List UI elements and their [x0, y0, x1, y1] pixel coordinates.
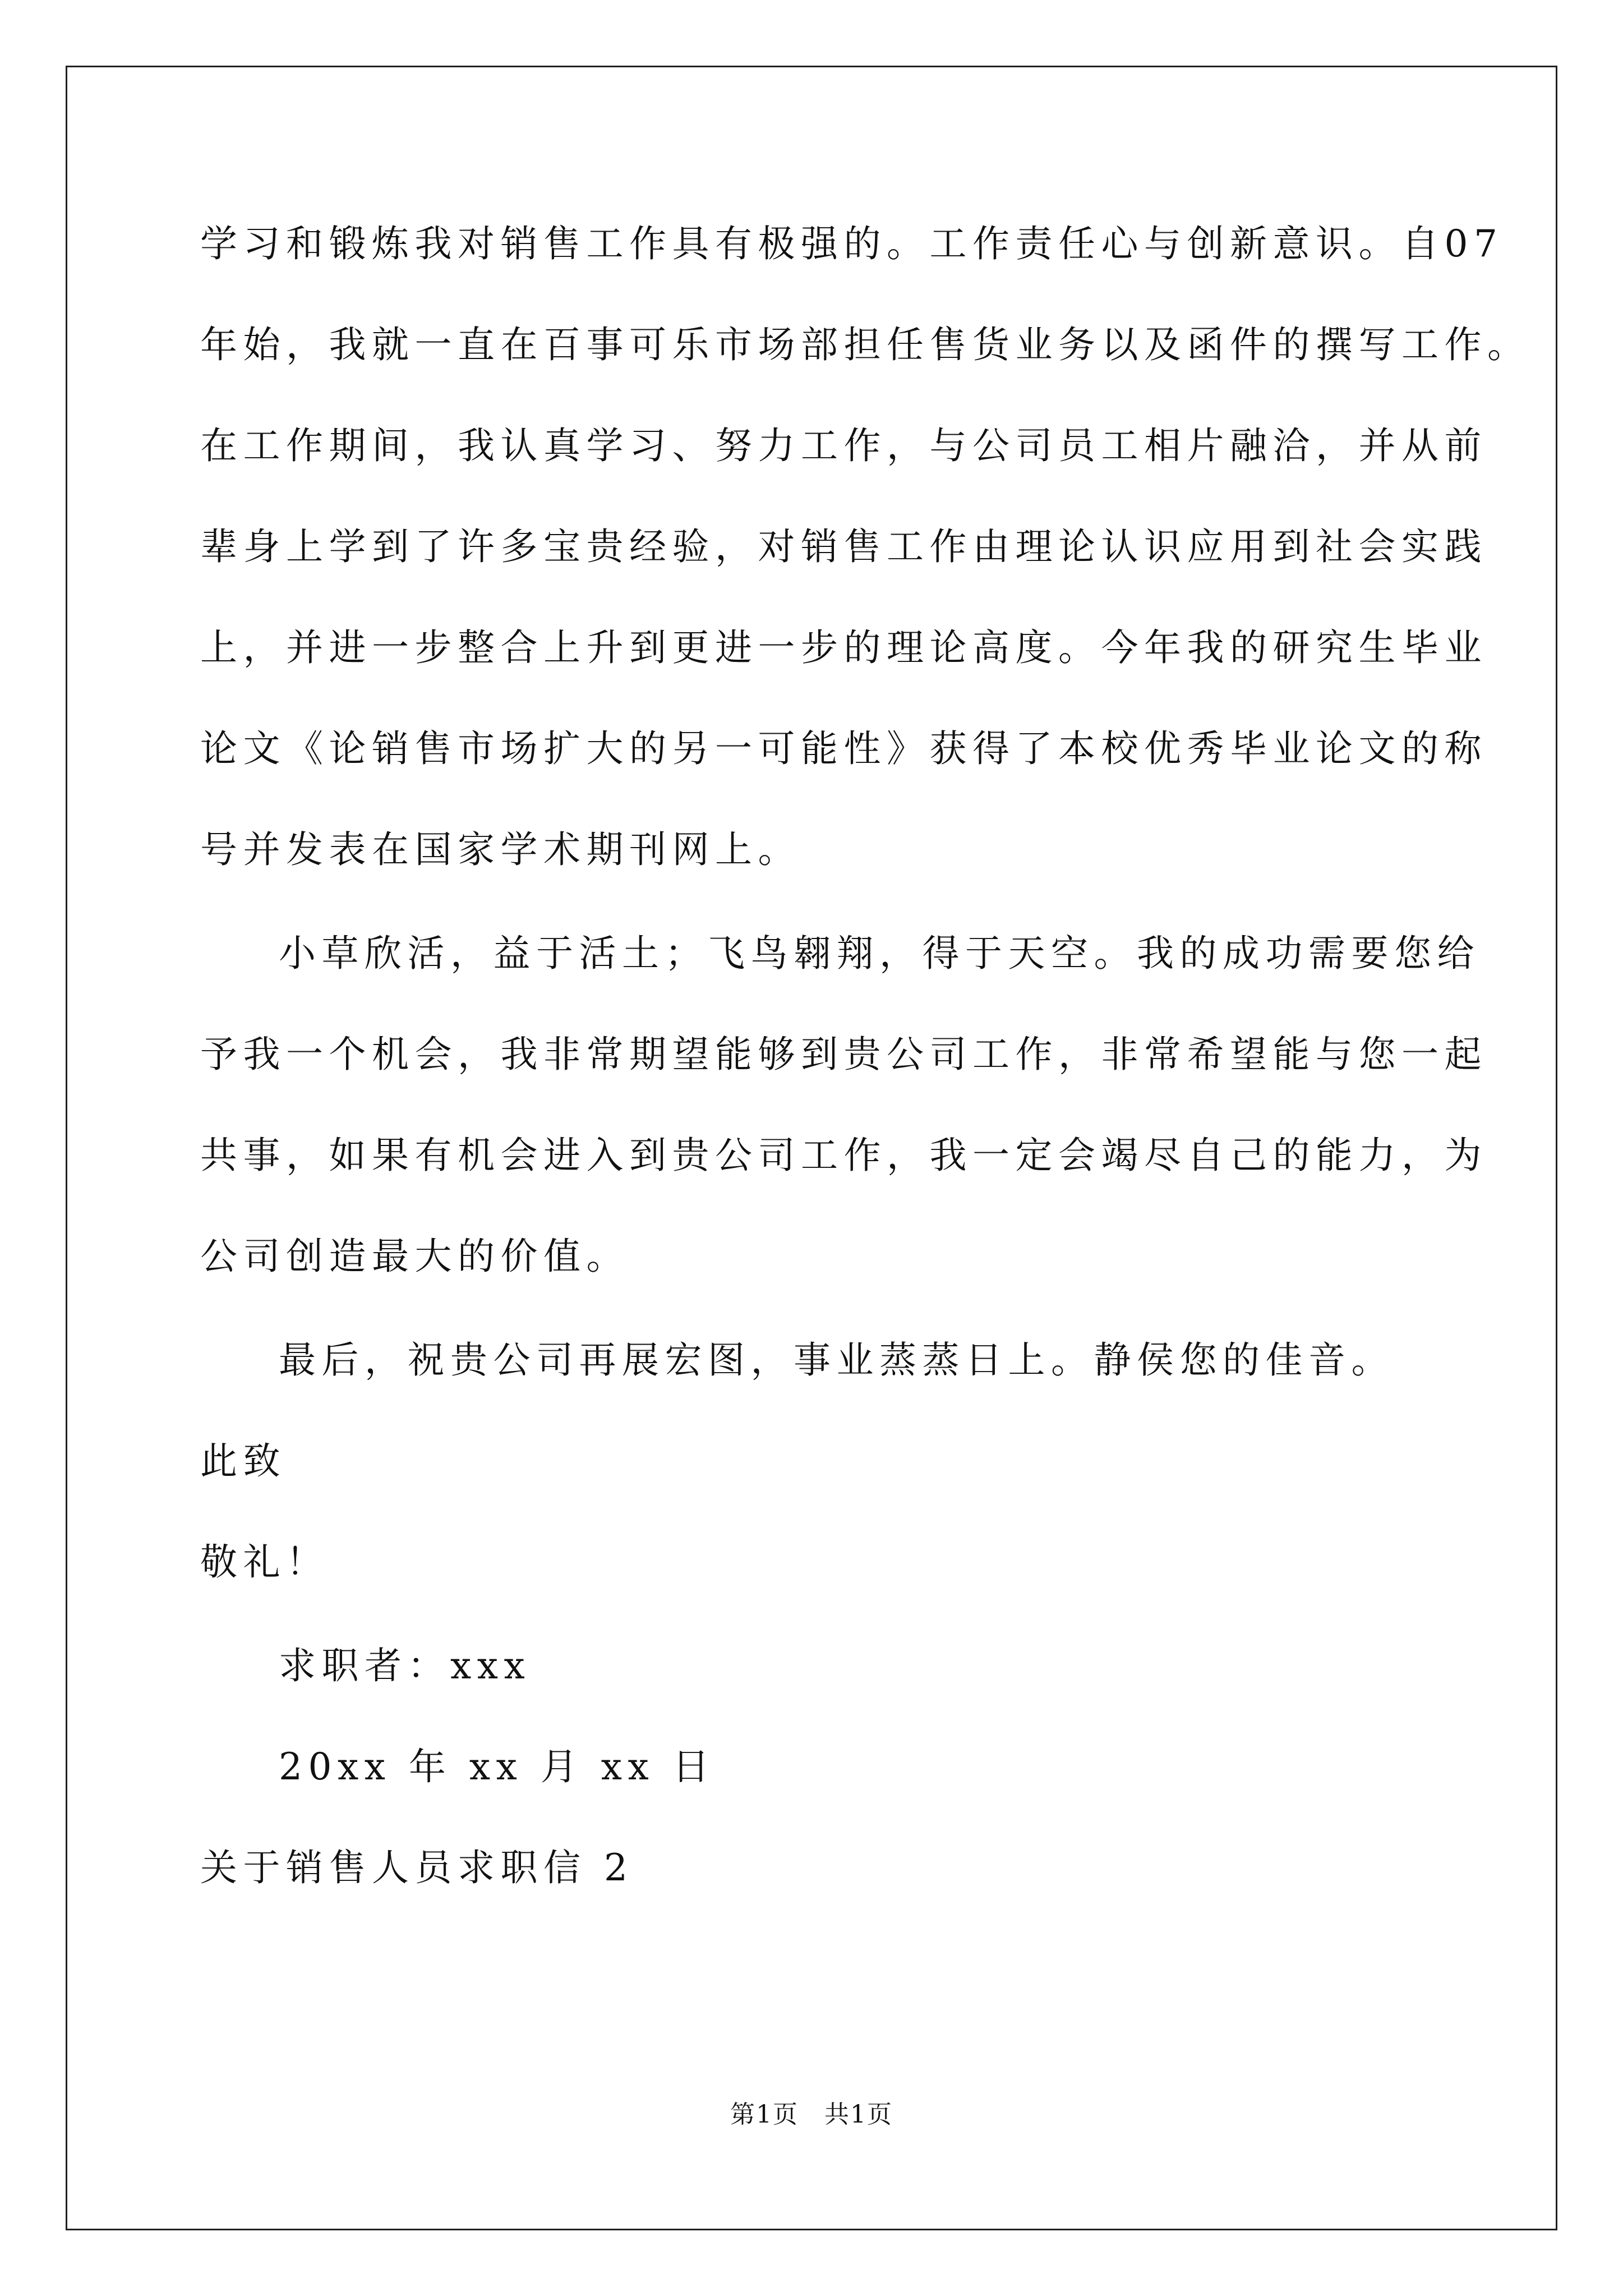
paragraph-1-line-4: 辈身上学到了许多宝贵经验，对销售工作由理论认识应用到社会实践 [200, 525, 1487, 568]
paragraph-1-line-1: 学习和锻炼我对销售工作具有极强的。工作责任心与创新意识。自07 [200, 222, 1504, 265]
salutation-1: 此致 [200, 1439, 286, 1483]
paragraph-2-line-1: 小草欣活，益于活土；飞鸟翱翔，得于天空。我的成功需要您给 [279, 932, 1480, 975]
paragraph-1-line-5: 上，并进一步整合上升到更进一步的理论高度。今年我的研究生毕业 [200, 626, 1487, 669]
paragraph-1-line-7: 号并发表在国家学术期刊网上。 [200, 828, 801, 871]
salutation-2: 敬礼！ [200, 1540, 329, 1584]
paragraph-2-line-2: 予我一个机会，我非常期望能够到贵公司工作，非常希望能与您一起 [200, 1033, 1487, 1076]
page-footer: 第1页 共1页 [730, 2100, 893, 2129]
paragraph-3: 最后，祝贵公司再展宏图，事业蒸蒸日上。静侯您的佳音。 [279, 1338, 1394, 1382]
next-section-title: 关于销售人员求职信 2 [200, 1846, 634, 1889]
paragraph-2-line-3: 共事，如果有机会进入到贵公司工作，我一定会竭尽自己的能力，为 [200, 1134, 1487, 1177]
signature: 求职者：xxx [279, 1644, 531, 1687]
paragraph-2-line-4: 公司创造最大的价值。 [200, 1235, 629, 1278]
paragraph-1-line-6: 论文《论销售市场扩大的另一可能性》获得了本校优秀毕业论文的称 [200, 727, 1487, 770]
paragraph-1-line-2: 年始，我就一直在百事可乐市场部担任售货业务以及函件的撰写工作。 [200, 323, 1530, 366]
paragraph-1-line-3: 在工作期间，我认真学习、努力工作，与公司员工相片融洽，并从前 [200, 424, 1487, 467]
date: 20xx 年 xx 月 xx 日 [279, 1745, 716, 1788]
